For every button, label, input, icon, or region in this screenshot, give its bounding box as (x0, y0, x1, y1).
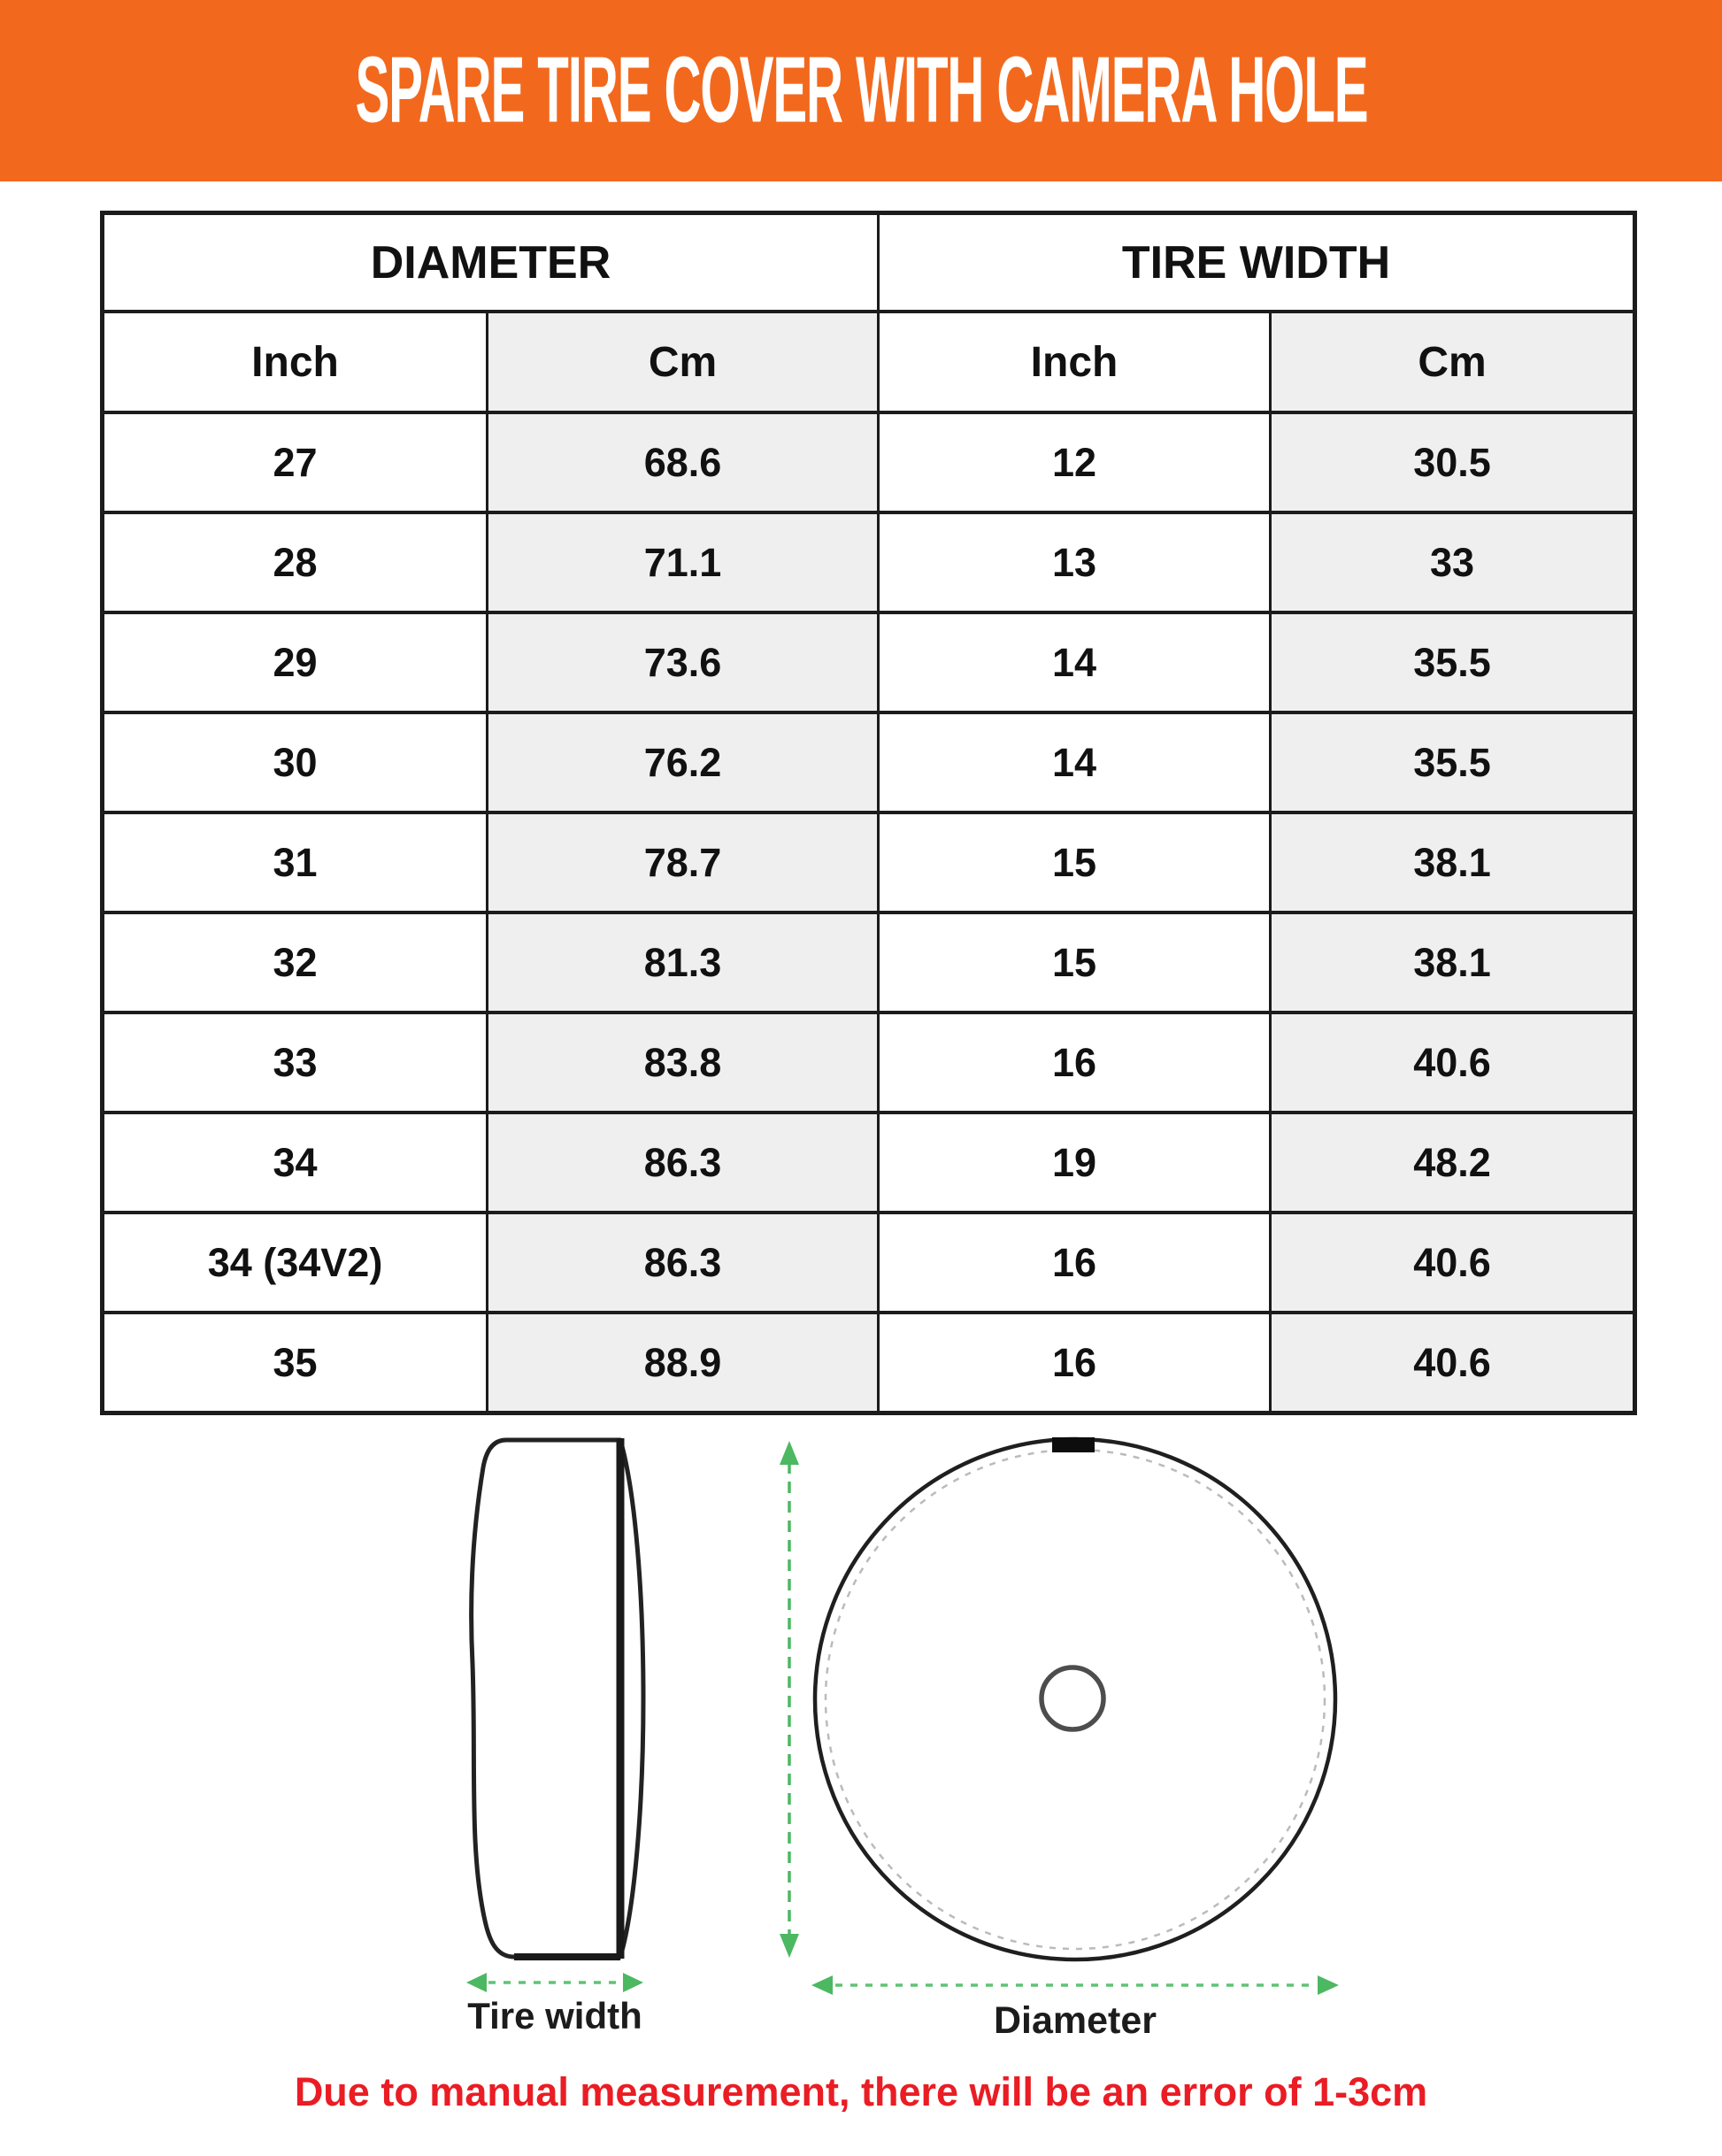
table-cell: 48.2 (1271, 1113, 1635, 1213)
table-cell: 88.9 (488, 1313, 879, 1413)
table-cell: 81.3 (488, 912, 879, 1013)
table-cell: 33 (103, 1013, 488, 1113)
page-title: SPARE TIRE COVER WITH CAMERA HOLE (354, 37, 1368, 143)
tire-width-arrow (466, 1973, 643, 1992)
arrowhead-right-icon (623, 1973, 643, 1992)
table-cell: 76.2 (488, 712, 879, 812)
tire-front-view (815, 1437, 1335, 1960)
arrowhead-down-icon (780, 1934, 799, 1958)
table-cell: 40.6 (1271, 1213, 1635, 1313)
table-cell: 73.6 (488, 612, 879, 712)
subheader-diameter-cm: Cm (488, 312, 879, 412)
group-header-diameter: DIAMETER (103, 213, 879, 312)
table-cell: 15 (879, 912, 1271, 1013)
table-cell: 35.5 (1271, 612, 1635, 712)
arrowhead-up-icon (780, 1441, 799, 1465)
table-cell: 71.1 (488, 512, 879, 612)
table-cell: 86.3 (488, 1113, 879, 1213)
tire-width-label: Tire width (467, 1995, 642, 2037)
diameter-arrow (811, 1975, 1339, 1995)
group-header-tire-width: TIRE WIDTH (879, 213, 1635, 312)
height-arrow (780, 1441, 799, 1958)
tire-side-view (472, 1438, 643, 1959)
camera-hole (1042, 1667, 1103, 1729)
arrowhead-left-icon (466, 1973, 487, 1992)
table-cell: 33 (1271, 512, 1635, 612)
table-cell: 40.6 (1271, 1313, 1635, 1413)
table-cell: 14 (879, 712, 1271, 812)
table-cell: 34 (34V2) (103, 1213, 488, 1313)
table-cell: 16 (879, 1013, 1271, 1113)
table-cell: 27 (103, 412, 488, 512)
table-cell: 68.6 (488, 412, 879, 512)
subheader-width-cm: Cm (1271, 312, 1635, 412)
table-cell: 31 (103, 812, 488, 912)
subheader-width-inch: Inch (879, 312, 1271, 412)
table-cell: 12 (879, 412, 1271, 512)
subheader-diameter-inch: Inch (103, 312, 488, 412)
table-cell: 28 (103, 512, 488, 612)
table-cell: 30.5 (1271, 412, 1635, 512)
table-cell: 16 (879, 1213, 1271, 1313)
strap-tab (1052, 1437, 1095, 1452)
table-cell: 35.5 (1271, 712, 1635, 812)
arrowhead-right-icon (1318, 1975, 1339, 1995)
table-cell: 14 (879, 612, 1271, 712)
table-cell: 13 (879, 512, 1271, 612)
diameter-label: Diameter (993, 1999, 1157, 2042)
table-cell: 38.1 (1271, 812, 1635, 912)
table-cell: 78.7 (488, 812, 879, 912)
table-cell: 29 (103, 612, 488, 712)
table-cell: 35 (103, 1313, 488, 1413)
table-cell: 40.6 (1271, 1013, 1635, 1113)
table-cell: 16 (879, 1313, 1271, 1413)
table-cell: 19 (879, 1113, 1271, 1213)
table-cell: 34 (103, 1113, 488, 1213)
table-cell: 30 (103, 712, 488, 812)
arrowhead-left-icon (811, 1975, 833, 1995)
table-cell: 38.1 (1271, 912, 1635, 1013)
table-cell: 86.3 (488, 1213, 879, 1313)
table-cell: 32 (103, 912, 488, 1013)
table-cell: 83.8 (488, 1013, 879, 1113)
measurement-disclaimer: Due to manual measurement, there will be an error of 1-3cm (294, 2069, 1428, 2114)
table-cell: 15 (879, 812, 1271, 912)
